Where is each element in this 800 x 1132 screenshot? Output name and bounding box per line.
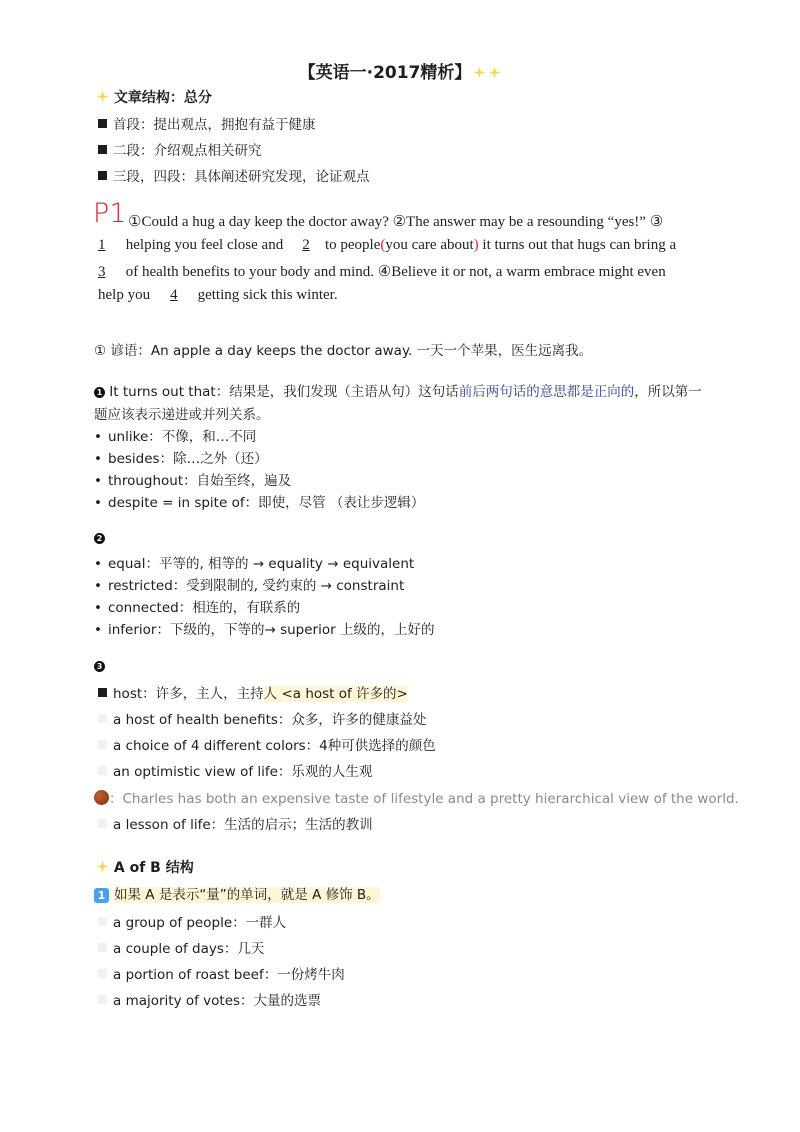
passage-text: help you bbox=[98, 287, 151, 303]
square-bullet-icon bbox=[98, 943, 107, 952]
passage-line-3 bbox=[98, 262, 666, 281]
structure-heading-text: 文章结构：总分 bbox=[113, 90, 212, 106]
list-item-text: restricted：受到限制的, 受约束的 → constraint bbox=[108, 578, 405, 594]
square-bullet-icon bbox=[98, 740, 107, 749]
square-bullet-icon bbox=[98, 714, 107, 723]
blank-2[interactable]: 2 bbox=[302, 237, 310, 253]
list-item-text: equal：平等的, 相等的 → equality → equivalent bbox=[108, 556, 415, 572]
sparkle-icon bbox=[473, 66, 486, 79]
page-title bbox=[0, 58, 800, 83]
square-bullet-icon bbox=[98, 688, 107, 697]
passage-text: to people bbox=[324, 237, 381, 253]
list-item: • restricted：受到限制的, 受约束的 → constraint bbox=[94, 578, 405, 594]
bracket-mark: ( bbox=[380, 237, 386, 253]
note-2-marker bbox=[94, 530, 105, 546]
passage-text: it turns out that hugs can bring a bbox=[482, 237, 677, 253]
aofb-heading-text: A of B 结构 bbox=[113, 860, 194, 876]
note-text: ，所以第一 bbox=[634, 384, 702, 400]
host-text: host：许多，主人，主持 bbox=[113, 686, 264, 702]
passage-text: getting sick this winter. bbox=[197, 287, 338, 303]
blank-3[interactable]: 3 bbox=[98, 264, 106, 280]
example-item bbox=[98, 963, 345, 983]
passage-text: helping you feel close and bbox=[125, 237, 284, 253]
list-item-text: unlike：不像，和…不同 bbox=[108, 429, 257, 445]
example-item-text: a host of health benefits：众多，许多的健康益处 bbox=[113, 712, 427, 728]
note-1-line-2: 题应该表示递进或并列关系。 bbox=[94, 407, 270, 423]
list-item: • despite = in spite of：即使，尽管 （表让步逻辑） bbox=[94, 495, 425, 511]
blank-1[interactable]: 1 bbox=[98, 237, 106, 253]
example-item bbox=[98, 708, 426, 728]
aofb-rule bbox=[94, 883, 380, 903]
list-item-text: throughout：自始至终，遍及 bbox=[108, 473, 292, 489]
example-item-text: a majority of votes：大量的选票 bbox=[113, 993, 322, 1009]
example-item-text: a portion of roast beef：一份烤牛肉 bbox=[113, 967, 345, 983]
note-1-line-1 bbox=[94, 380, 702, 400]
host-text-highlighted: 人 <a host of 许多的> bbox=[263, 686, 408, 702]
structure-heading bbox=[94, 87, 212, 107]
list-item: • unlike：不像，和…不同 bbox=[94, 429, 257, 445]
structure-item-text: 三段，四段：具体阐述研究发现，论证观点 bbox=[113, 169, 370, 185]
list-item: • besides：除…之外（还） bbox=[94, 451, 268, 467]
sparkle-icon bbox=[96, 860, 109, 873]
square-bullet-icon bbox=[98, 917, 107, 926]
ball-icon bbox=[94, 790, 109, 805]
list-item-text: connected：相连的，有联系的 bbox=[108, 600, 301, 616]
example-item bbox=[98, 760, 372, 780]
bracket-mark: ) bbox=[473, 237, 479, 253]
example-item bbox=[98, 734, 436, 754]
structure-item-text: 二段：介绍观点相关研究 bbox=[113, 143, 262, 159]
aofb-heading bbox=[94, 857, 194, 877]
passage-line-1: ①Could a hug a day keep the doctor away? ②The answer may be a resounding “yes!” ③ bbox=[128, 214, 664, 230]
list-item: • equal：平等的, 相等的 → equality → equivalent bbox=[94, 556, 415, 572]
example-item bbox=[98, 911, 286, 931]
example-item-text: a couple of days：几天 bbox=[113, 941, 265, 957]
example-item-text: an optimistic view of life：乐观的人生观 bbox=[113, 764, 373, 780]
number-one-icon: 1 bbox=[94, 888, 109, 903]
square-bullet-icon bbox=[98, 995, 107, 1004]
example-item-text: a lesson of life：生活的启示；生活的教训 bbox=[113, 817, 373, 833]
note-text-emphasis: 前后两句话的意思都是正向的 bbox=[458, 384, 635, 400]
aofb-rule-text: 如果 A 是表示“量”的单词，就是 A 修饰 B。 bbox=[114, 887, 380, 903]
square-bullet-icon bbox=[98, 171, 107, 180]
square-bullet-icon bbox=[98, 145, 107, 154]
host-definition bbox=[98, 682, 408, 702]
sparkle-icon bbox=[96, 90, 109, 103]
list-item: • inferior：下级的，下等的→ superior 上级的，上好的 bbox=[94, 622, 435, 638]
list-item-text: despite = in spite of：即使，尽管 （表让步逻辑） bbox=[108, 495, 425, 511]
list-item-text: besides：除…之外（还） bbox=[108, 451, 268, 467]
example-item-text: a group of people：一群人 bbox=[113, 915, 287, 931]
sparkle-icon bbox=[488, 66, 501, 79]
list-item: • throughout：自始至终，遍及 bbox=[94, 473, 292, 489]
passage-line-4 bbox=[98, 287, 338, 304]
proverb-note: ① 谚语：An apple a day keeps the doctor away. 一天一个苹果，医生远离我。 bbox=[94, 343, 593, 359]
list-item-text: inferior：下级的，下等的→ superior 上级的，上好的 bbox=[108, 622, 435, 638]
passage-text-highlighted: you care about bbox=[385, 237, 474, 253]
structure-item bbox=[98, 165, 370, 185]
example-item bbox=[98, 989, 321, 1009]
structure-item-text: 首段：提出观点，拥抱有益于健康 bbox=[113, 117, 316, 133]
list-item: • connected：相连的，有联系的 bbox=[94, 600, 301, 616]
square-bullet-icon bbox=[98, 766, 107, 775]
structure-item bbox=[98, 139, 262, 159]
note-text: It turns out that：结果是，我们发现（主语从句）这句话 bbox=[109, 384, 459, 400]
example-item bbox=[98, 937, 264, 957]
example-item-text: a choice of 4 different colors：4种可供选择的颜色 bbox=[113, 738, 436, 754]
square-bullet-icon bbox=[98, 819, 107, 828]
blank-4[interactable]: 4 bbox=[170, 287, 178, 303]
square-bullet-icon bbox=[98, 119, 107, 128]
passage-line-2 bbox=[98, 237, 676, 254]
example-item bbox=[98, 813, 373, 833]
passage-text: of health benefits to your body and mind. ④Believe it or not, a warm embrace might even bbox=[125, 264, 666, 280]
number-badge-1: 1 bbox=[94, 387, 105, 398]
page-title-text: 【英语一·2017精析】 bbox=[298, 63, 472, 83]
paragraph-mark: P1 bbox=[93, 198, 127, 229]
structure-item bbox=[98, 113, 316, 133]
note-3-marker bbox=[94, 658, 105, 674]
example-sentence-text: ：Charles has both an expensive taste of lifestyle and a pretty hierarchical view of the world. bbox=[109, 791, 739, 807]
number-badge-3: 3 bbox=[94, 661, 105, 672]
square-bullet-icon bbox=[98, 969, 107, 978]
example-sentence bbox=[94, 787, 739, 807]
number-badge-2: 2 bbox=[94, 533, 105, 544]
